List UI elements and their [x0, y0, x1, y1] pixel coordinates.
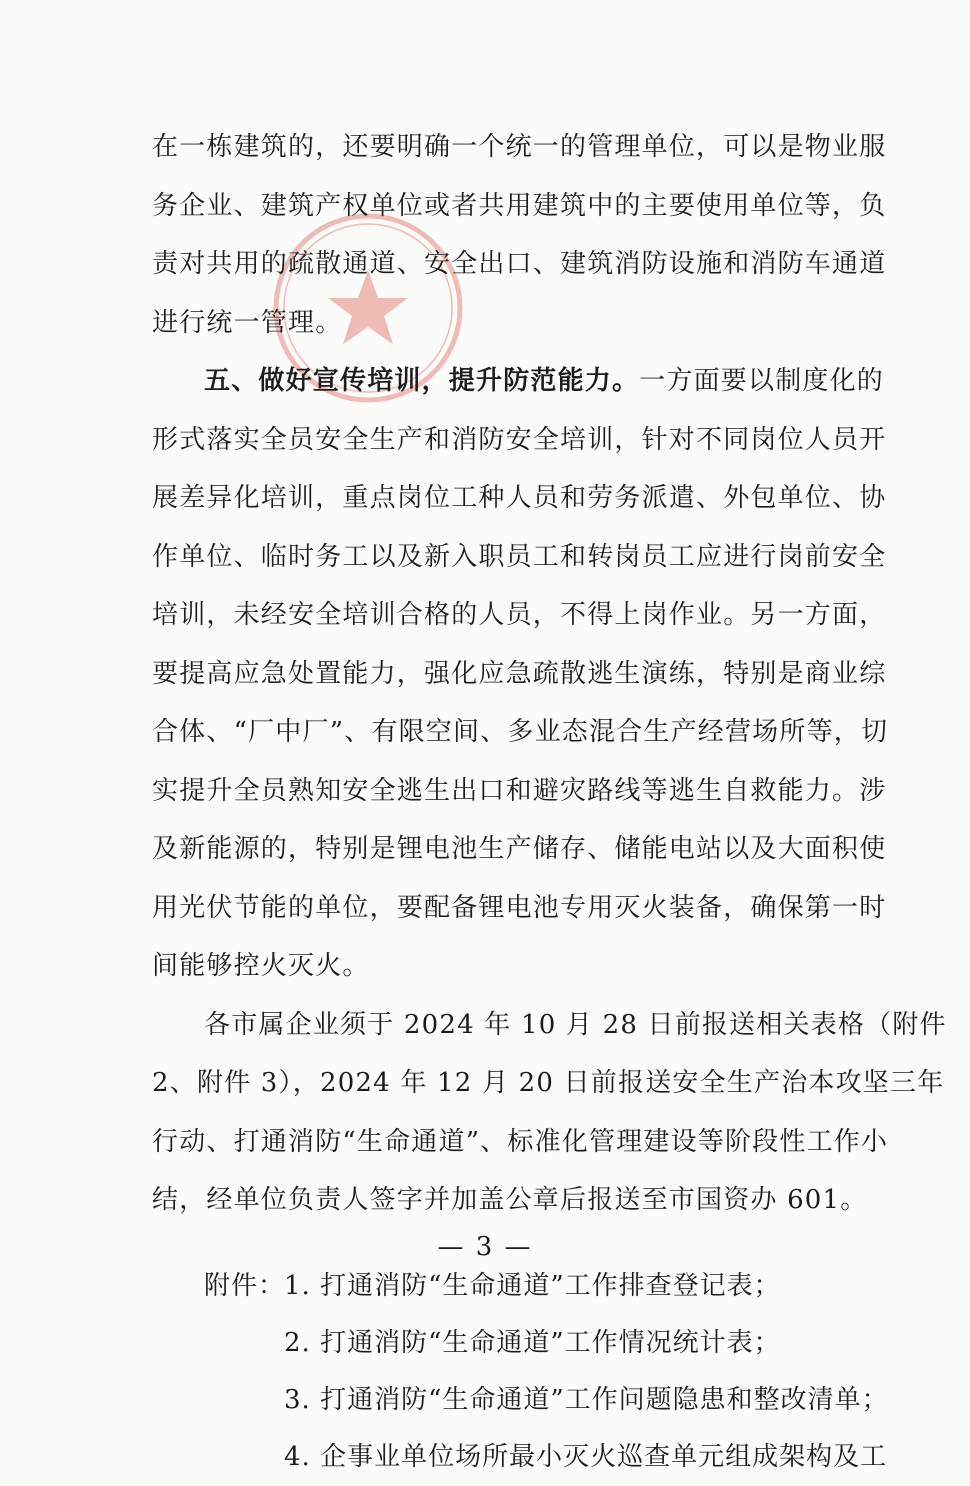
text-line: 在一栋建筑的，还要明确一个统一的管理单位，可以是物业服 — [152, 132, 887, 162]
text-line: 结，经单位负责人签字并加盖公章后报送至市国资办 601。 — [152, 1185, 868, 1215]
attachment-item: 3. 打通消防“生命通道”工作问题隐患和整改清单； — [284, 1384, 889, 1415]
section-five-lead: 一方面要以制度化的 — [639, 366, 885, 396]
attachment-line — [152, 1258, 864, 1315]
text-line: 行动、打通消防“生命通道”、标准化管理建设等阶段性工作小 — [152, 1126, 889, 1157]
section-five-first-line — [152, 352, 885, 411]
text-line: 展差异化培训，重点岗位工种人员和劳务派遣、外包单位、协 — [152, 483, 887, 513]
text-line: 间能够控火灭火。 — [152, 951, 370, 981]
page-number: — 3 — — [437, 1232, 533, 1262]
text-line: 及新能源的，特别是锂电池生产储存、储能电站以及大面积使 — [152, 834, 887, 864]
section-five-heading: 五、做好宣传培训，提升防范能力。 — [204, 366, 640, 396]
text-line: 责对共用的疏散通道、安全出口、建筑消防设施和消防车通道 — [152, 249, 887, 279]
attachments-label: 附件： — [204, 1270, 286, 1301]
text-line: 务企业、建筑产权单位或者共用建筑中的主要使用单位等，负 — [152, 190, 887, 221]
text-line: 要提高应急处置能力，强化应急疏散逃生演练，特别是商业综 — [152, 658, 887, 689]
text-line: 形式落实全员安全生产和消防安全培训，针对不同岗位人员开 — [152, 424, 887, 455]
attachment-item: 4. 企事业单位场所最小灭火巡查单元组成架构及工 — [284, 1441, 888, 1472]
attachment-item: 1. 打通消防“生命通道”工作排查登记表； — [284, 1270, 781, 1301]
text-line: 各市属企业须于 2024 年 10 月 28 日前报送相关表格（附件 — [204, 1009, 947, 1040]
text-line: 实提升全员熟知安全逃生出口和避灾路线等逃生自救能力。涉 — [152, 775, 887, 806]
text-line: 合体、“厂中厂”、有限空间、多业态混合生产经营场所等，切 — [152, 717, 889, 747]
text-line: 作单位、临时务工以及新入职员工和转岗员工应进行岗前安全 — [152, 541, 887, 572]
text-line: 进行统一管理。 — [152, 307, 343, 338]
text-line: 培训，未经安全培训合格的人员，不得上岗作业。另一方面， — [152, 600, 887, 630]
attachment-item: 2. 打通消防“生命通道”工作情况统计表； — [284, 1327, 781, 1358]
body-text — [152, 118, 947, 1486]
text-line: 用光伏节能的单位，要配备锂电池专用灭火装备，确保第一时 — [152, 892, 887, 923]
text-line: 2、附件 3），2024 年 12 月 20 日前报送安全生产治本攻坚三年 — [152, 1068, 945, 1098]
